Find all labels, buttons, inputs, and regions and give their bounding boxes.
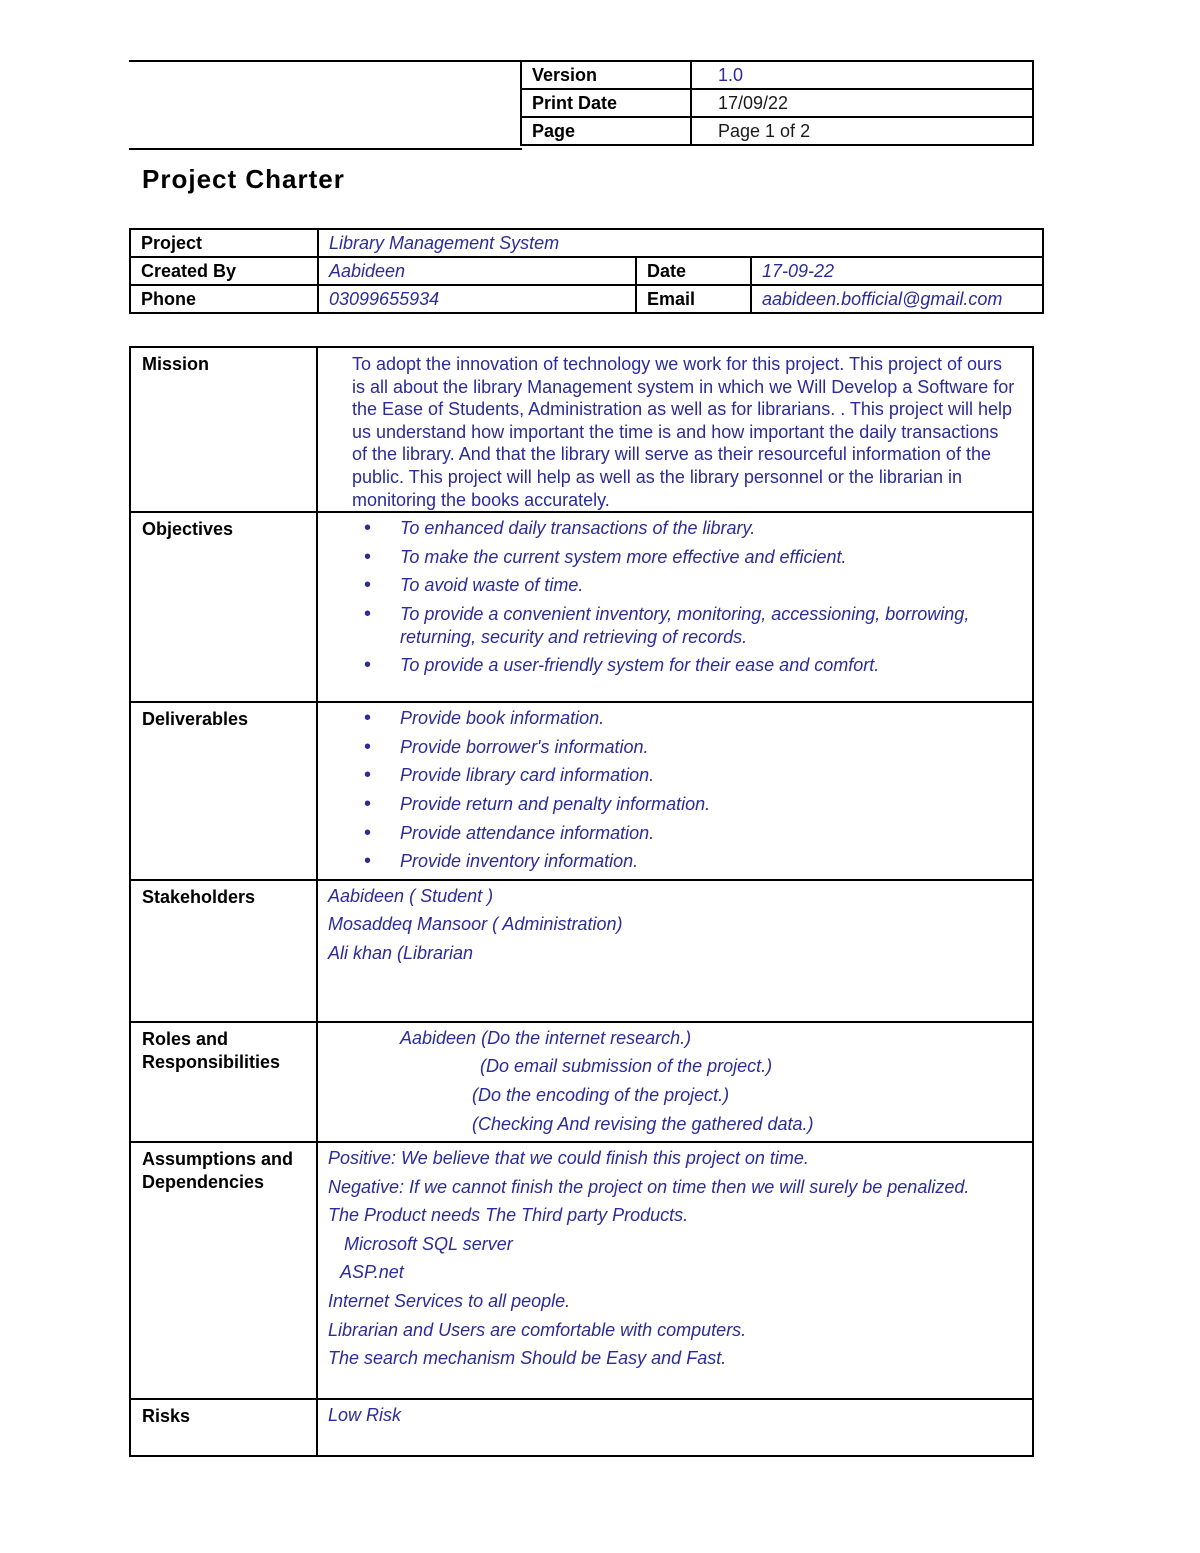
roles-cell <box>317 1022 1033 1142</box>
assumption-item: Positive: We believe that we could finish this project on time. <box>328 1148 809 1169</box>
page-title: Project Charter <box>142 164 345 194</box>
stakeholder-item: Ali khan (Librarian <box>328 942 474 963</box>
list-item: • Provide inventory information. <box>364 850 1018 873</box>
list-item: • To provide a convenient inventory, monitoring, accessioning, borrowing, returning, security and retrieving of records. <box>364 603 1018 648</box>
assumption-item: The search mechanism Should be Easy and Fast. <box>328 1348 727 1369</box>
risks-row <box>130 1399 1033 1456</box>
assumption-item: Librarian and Users are comfortable with computers. <box>328 1319 747 1340</box>
stakeholders-label: Stakeholders <box>130 880 317 1022</box>
version-value: 1.0 <box>691 61 1033 89</box>
page-value: Page 1 of 2 <box>691 117 1033 145</box>
objectives-list <box>328 517 1018 677</box>
project-label: Project <box>130 229 318 257</box>
list-item: • To avoid waste of time. <box>364 574 1018 597</box>
version-row <box>521 61 1033 89</box>
phone-value: 03099655934 <box>318 285 636 313</box>
assumptions-label <box>130 1142 317 1399</box>
charter-table <box>129 346 1034 1457</box>
header-rule-bottom <box>129 148 522 150</box>
assumption-item: The Product needs The Third party Products. <box>328 1205 689 1226</box>
project-info-table <box>129 228 1044 314</box>
phone-row <box>130 285 1043 313</box>
print-date-value: 17/09/22 <box>691 89 1033 117</box>
assumption-item: Negative: If we cannot finish the project on time then we will surely be penalized. <box>328 1176 970 1197</box>
objectives-label: Objectives <box>130 512 317 702</box>
mission-cell <box>317 347 1033 512</box>
list-item: • Provide book information. <box>364 707 1018 730</box>
email-label: Email <box>636 285 751 313</box>
date-value: 17-09-22 <box>751 257 1043 285</box>
version-label: Version <box>521 61 691 89</box>
role-item: Aabideen (Do the internet research.) <box>400 1027 692 1048</box>
deliverables-list <box>328 707 1018 873</box>
stakeholders-cell <box>317 880 1033 1022</box>
print-date-row <box>521 89 1033 117</box>
assumptions-cell <box>317 1142 1033 1399</box>
assumption-item: Internet Services to all people. <box>328 1291 571 1312</box>
risks-value: Low Risk <box>328 1405 402 1426</box>
print-date-label: Print Date <box>521 89 691 117</box>
role-item: (Do email submission of the project.) <box>480 1056 773 1077</box>
assumption-item: ASP.net <box>340 1262 404 1283</box>
created-by-value: Aabideen <box>318 257 636 285</box>
created-by-row <box>130 257 1043 285</box>
header-rule <box>129 60 522 62</box>
objectives-cell <box>317 512 1033 702</box>
page-label: Page <box>521 117 691 145</box>
assumptions-label-line1: Assumptions and <box>142 1149 294 1170</box>
risks-label: Risks <box>130 1399 317 1456</box>
deliverables-label: Deliverables <box>130 702 317 880</box>
stakeholders-row <box>130 880 1033 1022</box>
stakeholder-item: Aabideen ( Student ) <box>328 885 494 906</box>
list-item: • To provide a user-friendly system for their ease and comfort. <box>364 654 1018 677</box>
stakeholder-item: Mosaddeq Mansoor ( Administration) <box>328 914 623 935</box>
roles-label <box>130 1022 317 1142</box>
phone-label: Phone <box>130 285 318 313</box>
page-row <box>521 117 1033 145</box>
objectives-row <box>130 512 1033 702</box>
version-table <box>520 60 1034 146</box>
deliverables-cell <box>317 702 1033 880</box>
list-item: • To enhanced daily transactions of the library. <box>364 517 1018 540</box>
deliverables-row <box>130 702 1033 880</box>
list-item: • Provide attendance information. <box>364 822 1018 845</box>
roles-label-line2: Responsibilities <box>142 1051 281 1072</box>
list-item: • Provide return and penalty information. <box>364 793 1018 816</box>
role-item: (Checking And revising the gathered data.) <box>472 1113 814 1134</box>
email-value[interactable]: aabideen.bofficial@gmail.com <box>751 285 1043 313</box>
list-item: • Provide borrower's information. <box>364 736 1018 759</box>
assumptions-label-line2: Dependencies <box>142 1172 265 1193</box>
roles-row <box>130 1022 1033 1142</box>
risks-cell <box>317 1399 1033 1456</box>
list-item: • To make the current system more effective and efficient. <box>364 546 1018 569</box>
project-value: Library Management System <box>318 229 1043 257</box>
assumptions-row <box>130 1142 1033 1399</box>
mission-label: Mission <box>130 347 317 512</box>
date-label: Date <box>636 257 751 285</box>
list-item: • Provide library card information. <box>364 764 1018 787</box>
mission-text: To adopt the innovation of technology we work for this project. This project of ours is all about the library Management system in which we Will Develop a Software for the Ease of Students, Administration as well as for librarians. . This project will help us understand how important the time is and how important the daily transactions of the library. And that the library will serve as their resourceful information of the public. This project will help as well as the library personnel or the librarian in monitoring the books accurately. <box>352 354 1015 510</box>
project-row <box>130 229 1043 257</box>
roles-label-line1: Roles and <box>142 1028 229 1049</box>
created-by-label: Created By <box>130 257 318 285</box>
mission-row <box>130 347 1033 512</box>
role-item: (Do the encoding of the project.) <box>472 1084 730 1105</box>
assumption-item: Microsoft SQL server <box>344 1233 513 1254</box>
